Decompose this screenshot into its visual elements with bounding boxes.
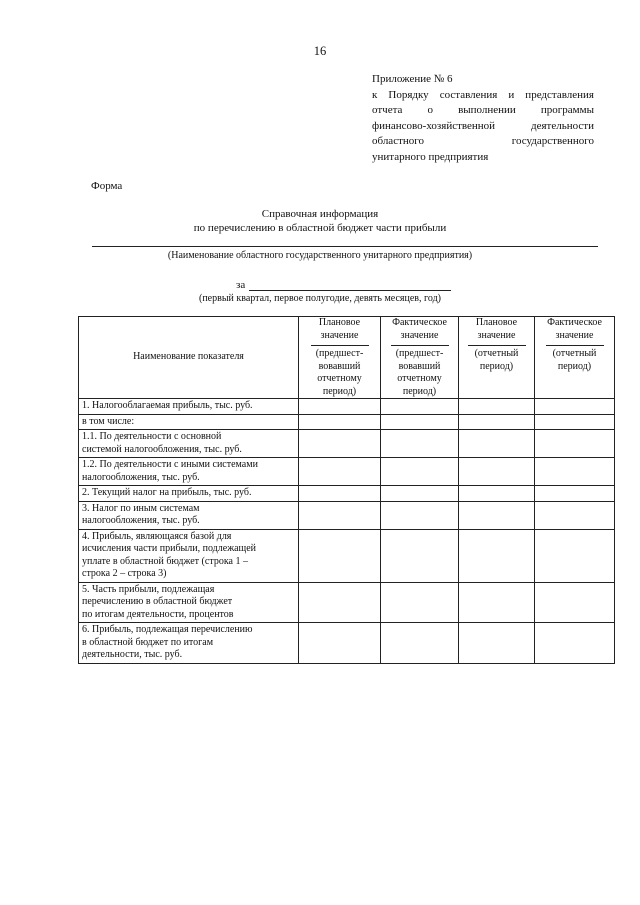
value-cell[interactable] <box>381 501 459 529</box>
value-cell[interactable] <box>459 399 535 415</box>
value-cell[interactable] <box>381 414 459 430</box>
organization-name-caption: (Наименование областного государственного унитарного предприятия) <box>167 250 473 261</box>
header-divider <box>311 345 369 346</box>
header-text: Плановое <box>475 317 518 328</box>
appendix-line: областного государственного <box>372 135 594 148</box>
value-cell[interactable] <box>459 430 535 458</box>
header-text: период) <box>402 385 437 397</box>
appendix-line: к Порядку составления и представления <box>372 88 594 101</box>
indicator-name <box>79 486 299 502</box>
value-cell[interactable] <box>459 458 535 486</box>
indicator-text: 3. Налог по иным системам <box>82 502 200 514</box>
period-row <box>236 279 451 291</box>
indicator-text: налогообложения, тыс. руб. <box>82 471 200 483</box>
value-cell[interactable] <box>299 486 381 502</box>
header-text: период) <box>557 360 592 372</box>
indicator-text: 1.2. По деятельности с иными системами <box>82 459 258 470</box>
header-plan-previous <box>299 317 381 399</box>
table-row <box>79 399 615 415</box>
header-text: (отчетный <box>552 348 597 359</box>
table-row <box>79 501 615 529</box>
value-cell[interactable] <box>459 623 535 664</box>
table-row <box>79 458 615 486</box>
table-row <box>79 529 615 582</box>
indicator-text: налогообложения, тыс. руб. <box>82 515 200 526</box>
value-cell[interactable] <box>381 458 459 486</box>
header-divider <box>468 345 526 346</box>
indicator-text: уплате в областной бюджет (строка 1 – <box>82 555 248 567</box>
value-cell[interactable] <box>381 430 459 458</box>
header-text: значение <box>477 329 516 341</box>
form-label: Форма <box>91 180 123 192</box>
value-cell[interactable] <box>459 501 535 529</box>
indicator-text: по итогам деятельности, процентов <box>82 608 234 620</box>
value-cell[interactable] <box>535 623 615 664</box>
indicator-text: 5. Часть прибыли, подлежащая <box>82 583 215 595</box>
indicator-text: исчисления части прибыли, подлежащей <box>82 543 257 554</box>
header-text: (предшест- <box>315 348 364 359</box>
appendix-block <box>372 72 594 166</box>
header-text: значение <box>400 329 439 341</box>
period-blank <box>249 279 451 291</box>
indicator-text: 2. Текущий налог на прибыль, тыс. руб. <box>82 487 252 498</box>
indicator-name <box>79 430 299 458</box>
profit-table <box>78 316 615 664</box>
title-line-1: Справочная информация <box>261 208 379 220</box>
appendix-line: унитарного предприятия <box>372 150 489 163</box>
value-cell[interactable] <box>299 414 381 430</box>
value-cell[interactable] <box>381 582 459 623</box>
value-cell[interactable] <box>299 529 381 582</box>
value-cell[interactable] <box>535 486 615 502</box>
appendix-line: Приложение № 6 <box>372 73 453 85</box>
value-cell[interactable] <box>299 623 381 664</box>
value-cell[interactable] <box>535 501 615 529</box>
header-plan-current <box>459 317 535 399</box>
header-text: Фактическое <box>392 317 447 328</box>
indicator-name <box>79 399 299 415</box>
header-text: период) <box>479 360 514 372</box>
value-cell[interactable] <box>535 399 615 415</box>
page-number: 16 <box>313 44 327 58</box>
header-text: Плановое <box>318 317 361 328</box>
header-text: отчетному <box>317 373 362 384</box>
header-fact-previous <box>381 317 459 399</box>
value-cell[interactable] <box>381 486 459 502</box>
header-text: отчетному <box>397 373 442 384</box>
indicator-name <box>79 458 299 486</box>
value-cell[interactable] <box>459 414 535 430</box>
indicator-name <box>79 623 299 664</box>
indicator-text: в областной бюджет по итогам <box>82 636 214 648</box>
document-title <box>0 207 640 235</box>
header-text: период) <box>322 385 357 397</box>
header-divider <box>391 345 449 346</box>
table-row <box>79 430 615 458</box>
indicator-text: 6. Прибыль, подлежащая перечислению <box>82 624 253 635</box>
indicator-name <box>79 582 299 623</box>
header-text: Фактическое <box>547 317 602 328</box>
value-cell[interactable] <box>535 458 615 486</box>
value-cell[interactable] <box>299 582 381 623</box>
period-caption: (первый квартал, первое полугодие, девять месяцев, год) <box>198 293 442 304</box>
value-cell[interactable] <box>299 501 381 529</box>
table-row <box>79 414 615 430</box>
value-cell[interactable] <box>381 399 459 415</box>
indicator-text: в том числе: <box>82 415 135 427</box>
indicator-text: 1.1. По деятельности с основной <box>82 431 222 442</box>
value-cell[interactable] <box>535 582 615 623</box>
indicator-text: перечислению в областной бюджет <box>82 596 233 607</box>
indicator-text: 4. Прибыль, являющаяся базой для <box>82 530 232 542</box>
indicator-name <box>79 529 299 582</box>
table-row <box>79 623 615 664</box>
indicator-text: системой налогообложения, тыс. руб. <box>82 443 242 455</box>
table-row <box>79 486 615 502</box>
header-indicator-name: Наименование показателя <box>79 317 299 399</box>
indicator-text: 1. Налогооблагаемая прибыль, тыс. руб. <box>82 400 253 411</box>
value-cell[interactable] <box>299 458 381 486</box>
table-header-row <box>79 317 615 399</box>
indicator-name <box>79 414 299 430</box>
value-cell[interactable] <box>381 623 459 664</box>
header-text: значение <box>320 329 359 341</box>
value-cell[interactable] <box>299 399 381 415</box>
value-cell[interactable] <box>381 529 459 582</box>
table-row <box>79 582 615 623</box>
indicator-text: строка 2 – строка 3) <box>82 568 167 579</box>
header-divider <box>546 345 604 346</box>
header-text: (отчетный <box>474 348 519 359</box>
value-cell[interactable] <box>535 414 615 430</box>
organization-name-blank <box>92 246 598 247</box>
value-cell[interactable] <box>459 582 535 623</box>
header-text: вовавший <box>318 360 361 372</box>
value-cell[interactable] <box>459 529 535 582</box>
title-line-2: по перечислению в областной бюджет части прибыли <box>193 222 447 234</box>
header-text: (предшест- <box>395 348 444 359</box>
value-cell[interactable] <box>535 529 615 582</box>
appendix-line: отчета о выполнении программы <box>372 104 594 117</box>
header-fact-current <box>535 317 615 399</box>
period-prefix: за <box>236 279 246 291</box>
value-cell[interactable] <box>535 430 615 458</box>
appendix-line: финансово-хозяйственной деятельности <box>372 119 594 132</box>
indicator-text: деятельности, тыс. руб. <box>82 649 183 660</box>
header-text: значение <box>555 329 594 341</box>
value-cell[interactable] <box>299 430 381 458</box>
indicator-name <box>79 501 299 529</box>
header-text: вовавший <box>398 360 441 372</box>
value-cell[interactable] <box>459 486 535 502</box>
